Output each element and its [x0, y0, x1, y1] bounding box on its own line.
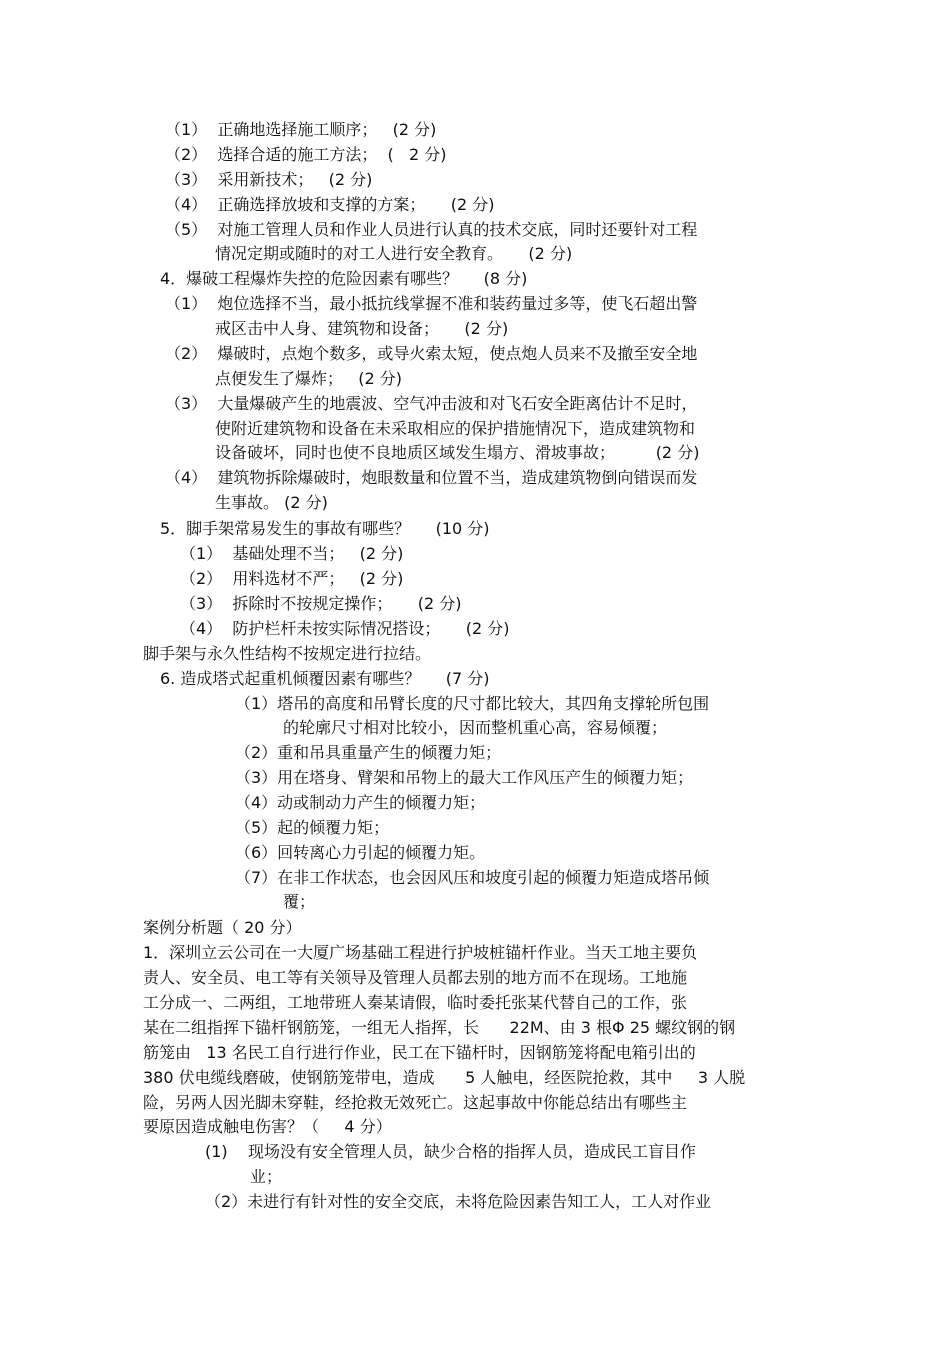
text-line: 某在二组指挥下锚杆钢筋笼，一组无人指挥，长 22M、由 3 根Φ 25 螺纹钢的钢 — [143, 1018, 736, 1037]
text-line: 1．深圳立云公司在一大厦广场基础工程进行护坡桩锚杆作业。当天工地主要负 — [143, 943, 698, 962]
text-line: 生事故。 (2 分) — [215, 493, 328, 512]
text-line: （2）重和吊具重量产生的倾覆力矩； — [235, 743, 502, 762]
text-line: （7）在非工作状态，也会因风压和坡度引起的倾覆力矩造成塔吊倾 — [235, 868, 710, 887]
text-line: 业； — [250, 1167, 283, 1186]
section-heading: 案例分析题（ 20 分） — [143, 918, 302, 937]
text-line: 戒区击中人身、建筑物和设备； (2 分) — [215, 319, 509, 338]
text-line: 的轮廓尺寸相对比较小，因而整机重心高，容易倾覆； — [283, 718, 668, 737]
text-line: （3） 大量爆破产生的地震波、空气冲击波和对飞石安全距离估计不足时， — [165, 394, 698, 413]
text-line: （1） 基础处理不当； (2 分) — [180, 544, 404, 563]
text-line: （2） 爆破时，点炮个数多，或导火索太短，使点炮人员来不及撤至安全地 — [165, 344, 698, 363]
text-line: （2） 选择合适的施工方法； ( 2 分) — [165, 145, 447, 164]
question-heading: 6. 造成塔式起重机倾覆因素有哪些？ (7 分) — [160, 669, 490, 688]
text-line: （3） 采用新技术； (2 分) — [165, 170, 373, 189]
text-line: 工分成一、二两组，工地带班人秦某请假，临时委托张某代替自己的工作，张 — [143, 993, 688, 1012]
text-line: （5） 对施工管理人员和作业人员进行认真的技术交底，同时还要针对工程 — [165, 220, 698, 239]
text-line: （6）回转离心力引起的倾覆力矩。 — [235, 843, 486, 862]
text-line: 点便发生了爆炸； (2 分) — [215, 369, 403, 388]
text-line: （4） 建筑物拆除爆破时，炮眼数量和位置不当，造成建筑物倒向错误而发 — [165, 468, 698, 487]
text-line: 责人、安全员、电工等有关领导及管理人员都去别的地方而不在现场。工地施 — [143, 968, 688, 987]
text-line: （2）未进行有针对性的安全交底，未将危险因素告知工人，工人对作业 — [205, 1192, 712, 1211]
text-line: （4）动或制动力产生的倾覆力矩； — [235, 793, 486, 812]
text-line: 使附近建筑物和设备在未采取相应的保护措施情况下，造成建筑物和 — [215, 419, 696, 438]
text-line: 筋笼由 13 名民工自行进行作业，民工在下锚杆时，因钢筋笼将配电箱引出的 — [143, 1043, 696, 1062]
text-line: （1）塔吊的高度和吊臂长度的尺寸都比较大，其四角支撑轮所包围 — [235, 694, 710, 713]
question-heading: 4．爆破工程爆炸失控的危险因素有哪些？ (8 分) — [160, 269, 528, 288]
text-line: 情况定期或随时的对工人进行安全教育。 (2 分) — [215, 244, 573, 263]
text-line: （3） 拆除时不按规定操作； (2 分) — [180, 594, 462, 613]
text-line: (1) 现场没有安全管理人员，缺少合格的指挥人员，造成民工盲目作 — [205, 1142, 697, 1161]
text-line: （1） 炮位选择不当，最小抵抗线掌握不准和装药量过多等，使飞石超出警 — [165, 294, 698, 313]
text-line: 设备破坏，同时也使不良地质区域发生塌方、滑坡事故； (2 分) — [215, 443, 700, 462]
question-heading: 5．脚手架常易发生的事故有哪些？ (10 分) — [160, 519, 490, 538]
text-line: （4） 正确选择放坡和支撑的方案； (2 分) — [165, 195, 495, 214]
text-line: （4） 防护栏杆未按实际情况搭设； (2 分) — [180, 619, 510, 638]
text-line: 脚手架与永久性结构不按规定进行拉结。 — [143, 644, 432, 663]
text-line: （3）用在塔身、臂架和吊物上的最大工作风压产生的倾覆力矩； — [235, 768, 694, 787]
text-line: 覆； — [283, 892, 316, 911]
text-line: （1） 正确地选择施工顺序； (2 分) — [165, 120, 437, 139]
text-line: 险，另两人因光脚未穿鞋，经抢救无效死亡。这起事故中你能总结出有哪些主 — [143, 1093, 688, 1112]
text-line: 380 伏电缆线磨破，使钢筋笼带电，造成 5 人触电，经医院抢救，其中 3 人脱 — [143, 1068, 746, 1087]
text-line: （5）起的倾覆力矩； — [235, 818, 390, 837]
text-line: （2） 用料选材不严； (2 分) — [180, 569, 404, 588]
text-line: 要原因造成触电伤害？（ 4 分） — [143, 1117, 392, 1136]
